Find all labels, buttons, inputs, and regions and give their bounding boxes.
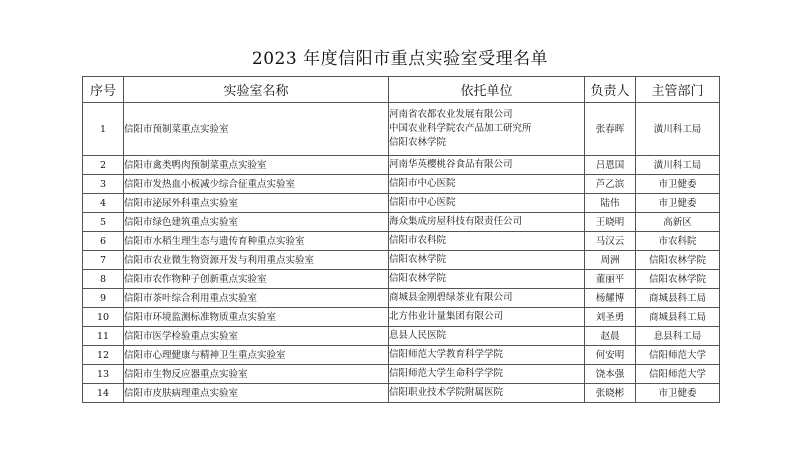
host-unit-line: 信阳农林学院 (389, 137, 447, 148)
row-lab-name: 信阳市农作物种子创新重点实验室 (124, 270, 389, 289)
row-supervising-dept: 潢川科工局 (636, 156, 720, 175)
host-unit-line: 息县人民医院 (389, 330, 447, 341)
table-row (83, 365, 720, 384)
lab-roster-table (82, 76, 720, 403)
row-supervising-dept: 市卫健委 (636, 175, 720, 194)
row-host-unit (389, 270, 585, 289)
table-row (83, 346, 720, 365)
host-unit-line: 信阳职业技术学院附属医院 (389, 387, 504, 398)
row-lab-name: 信阳市泌尿外科重点实验室 (124, 194, 389, 213)
host-unit-line: 商城县金刚碧绿茶业有限公司 (389, 292, 513, 303)
host-unit-line: 信阳市中心医院 (389, 197, 456, 208)
row-serial-number: 5 (83, 213, 124, 232)
row-host-unit (389, 103, 585, 156)
row-host-unit (389, 346, 585, 365)
table-row (83, 251, 720, 270)
row-host-unit (389, 251, 585, 270)
row-host-unit (389, 194, 585, 213)
row-lab-name: 信阳市发热血小板减少综合征重点实验室 (124, 175, 389, 194)
host-unit-line: 中国农业科学院农产品加工研究所 (389, 123, 532, 134)
row-host-unit (389, 232, 585, 251)
row-host-unit (389, 156, 585, 175)
table-row (83, 213, 720, 232)
table-row (83, 156, 720, 175)
table-row (83, 308, 720, 327)
row-serial-number: 10 (83, 308, 124, 327)
host-unit-line: 信阳农林学院 (389, 254, 447, 265)
row-person-in-charge: 吕恩国 (585, 156, 636, 175)
row-person-in-charge: 陆伟 (585, 194, 636, 213)
row-serial-number: 11 (83, 327, 124, 346)
host-unit-line: 河南华英樱桃谷食品有限公司 (389, 159, 513, 170)
header-person-in-charge: 负责人 (585, 77, 636, 103)
row-supervising-dept: 信阳农林学院 (636, 251, 720, 270)
row-lab-name: 信阳市生物反应器重点实验室 (124, 365, 389, 384)
row-lab-name: 信阳市农业微生物资源开发与利用重点实验室 (124, 251, 389, 270)
row-serial-number: 3 (83, 175, 124, 194)
row-supervising-dept: 潢川科工局 (636, 103, 720, 156)
row-serial-number: 14 (83, 384, 124, 403)
row-lab-name: 信阳市预制菜重点实验室 (124, 103, 389, 156)
row-lab-name: 信阳市禽类鸭肉预制菜重点实验室 (124, 156, 389, 175)
row-lab-name: 信阳市水稻生理生态与遗传育种重点实验室 (124, 232, 389, 251)
host-unit-line: 信阳市农科院 (389, 235, 447, 246)
host-unit-line: 海众集成房屋科技有限责任公司 (389, 216, 523, 227)
row-lab-name: 信阳市皮肤病理重点实验室 (124, 384, 389, 403)
row-serial-number: 7 (83, 251, 124, 270)
row-supervising-dept: 信阳师范大学 (636, 365, 720, 384)
row-lab-name: 信阳市绿色建筑重点实验室 (124, 213, 389, 232)
row-serial-number: 12 (83, 346, 124, 365)
host-unit-line: 河南省农都农业发展有限公司 (389, 109, 513, 120)
row-person-in-charge: 王晓明 (585, 213, 636, 232)
row-lab-name: 信阳市医学检验重点实验室 (124, 327, 389, 346)
row-supervising-dept: 市卫健委 (636, 384, 720, 403)
row-serial-number: 4 (83, 194, 124, 213)
row-host-unit (389, 213, 585, 232)
row-serial-number: 1 (83, 103, 124, 156)
table-row (83, 194, 720, 213)
row-person-in-charge: 周洲 (585, 251, 636, 270)
row-person-in-charge: 董丽平 (585, 270, 636, 289)
table-row (83, 103, 720, 156)
row-serial-number: 9 (83, 289, 124, 308)
row-supervising-dept: 商城县科工局 (636, 289, 720, 308)
header-supervising-dept: 主管部门 (636, 77, 720, 103)
host-unit-line: 信阳师范大学教育科学学院 (389, 349, 504, 360)
row-person-in-charge: 何安明 (585, 346, 636, 365)
row-lab-name: 信阳市茶叶综合利用重点实验室 (124, 289, 389, 308)
row-host-unit (389, 308, 585, 327)
table-body (83, 103, 720, 403)
row-serial-number: 13 (83, 365, 124, 384)
row-supervising-dept: 信阳农林学院 (636, 270, 720, 289)
table-row (83, 232, 720, 251)
document-title: 2023 年度信阳市重点实验室受理名单 (251, 49, 549, 69)
host-unit-line: 信阳市中心医院 (389, 178, 456, 189)
row-supervising-dept: 商城县科工局 (636, 308, 720, 327)
table-row (83, 175, 720, 194)
row-person-in-charge: 饶本强 (585, 365, 636, 384)
row-supervising-dept: 息县科工局 (636, 327, 720, 346)
row-supervising-dept: 市卫健委 (636, 194, 720, 213)
row-lab-name: 信阳市心理健康与精神卫生重点实验室 (124, 346, 389, 365)
table-header-row (83, 77, 720, 103)
row-supervising-dept: 信阳师范大学 (636, 346, 720, 365)
table-row (83, 289, 720, 308)
row-serial-number: 2 (83, 156, 124, 175)
row-host-unit (389, 384, 585, 403)
row-person-in-charge: 杨耀博 (585, 289, 636, 308)
row-person-in-charge: 马汉云 (585, 232, 636, 251)
row-supervising-dept: 高新区 (636, 213, 720, 232)
table-row (83, 327, 720, 346)
row-person-in-charge: 芦乙滨 (585, 175, 636, 194)
row-host-unit (389, 289, 585, 308)
row-host-unit (389, 365, 585, 384)
host-unit-line: 信阳师范大学生命科学学院 (389, 368, 504, 379)
row-person-in-charge: 张晓彬 (585, 384, 636, 403)
header-lab-name: 实验室名称 (124, 77, 389, 103)
row-person-in-charge: 赵晨 (585, 327, 636, 346)
row-serial-number: 8 (83, 270, 124, 289)
row-person-in-charge: 张春晖 (585, 103, 636, 156)
row-lab-name: 信阳市环境监测标准物质重点实验室 (124, 308, 389, 327)
table-row (83, 384, 720, 403)
table-row (83, 270, 720, 289)
row-host-unit (389, 327, 585, 346)
header-host-unit: 依托单位 (389, 77, 585, 103)
host-unit-line: 信阳农林学院 (389, 273, 447, 284)
host-unit-line: 北方伟业计量集团有限公司 (389, 311, 504, 322)
row-supervising-dept: 市农科院 (636, 232, 720, 251)
row-serial-number: 6 (83, 232, 124, 251)
row-person-in-charge: 刘圣勇 (585, 308, 636, 327)
row-host-unit (389, 175, 585, 194)
header-serial-number: 序号 (83, 77, 124, 103)
